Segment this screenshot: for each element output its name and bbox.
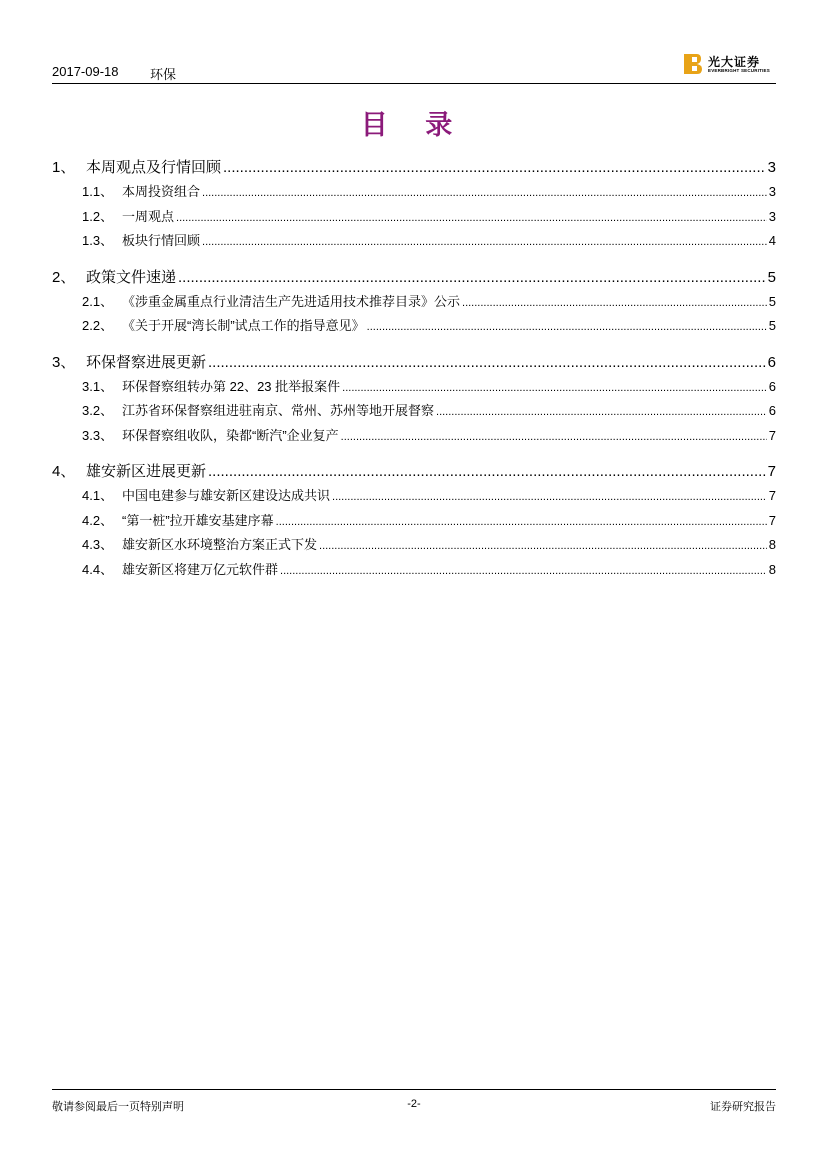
toc-entry-label: 环保督察组转办第 22、23 批举报案件 xyxy=(122,378,341,394)
toc-subsection-entry[interactable] xyxy=(52,424,776,449)
toc-leader-dots xyxy=(202,181,767,206)
report-date: 2017-09-18 xyxy=(52,64,119,79)
toc-entry-label: “第一桩”拉开雄安基建序幕 xyxy=(122,512,274,528)
footer-disclaimer: 敬请参阅最后一页特别声明 xyxy=(52,1101,184,1113)
toc-section-entry[interactable] xyxy=(52,460,776,484)
toc-subsection-entry[interactable] xyxy=(52,399,776,424)
toc-entry-label: 本周观点及行情回顾 xyxy=(86,159,222,176)
toc-entry-label: 一周观点 xyxy=(122,208,175,224)
toc-entry-number: 4、 xyxy=(52,463,76,480)
toc-leader-dots xyxy=(342,376,767,401)
toc-subsection-entry[interactable] xyxy=(52,375,776,400)
toc-section-entry[interactable] xyxy=(52,351,776,375)
toc-leader-dots xyxy=(436,400,767,425)
logo-name: 光大证券 xyxy=(708,55,761,69)
toc-subsection-entry[interactable] xyxy=(52,533,776,558)
toc-entry-page: 7 xyxy=(768,512,776,528)
page-footer xyxy=(52,1089,776,1120)
toc-leader-dots xyxy=(208,460,766,484)
toc-entry-label: 环保督察组收队，染都“断汽”企业复产 xyxy=(122,427,339,443)
toc-subsection-entry[interactable] xyxy=(52,484,776,509)
toc-entry-page: 5 xyxy=(768,293,776,309)
table-of-contents xyxy=(52,156,776,582)
toc-entry-number: 4.4、 xyxy=(82,561,114,577)
toc-leader-dots xyxy=(208,351,766,375)
toc-entry-number: 1、 xyxy=(52,159,76,176)
toc-entry-number: 3.1、 xyxy=(82,378,114,394)
report-category: 环保 xyxy=(150,67,177,82)
toc-section-entry[interactable] xyxy=(52,266,776,290)
toc-leader-dots xyxy=(280,559,767,584)
toc-entry-page: 7 xyxy=(768,427,776,443)
toc-entry-page: 5 xyxy=(768,318,776,333)
toc-entry-label: 本周投资组合 xyxy=(122,184,201,199)
toc-leader-dots xyxy=(332,485,767,510)
toc-entry-number: 3.2、 xyxy=(82,403,114,418)
page-header xyxy=(52,56,776,84)
toc-entry-number: 2.1、 xyxy=(82,293,114,309)
toc-entry-number: 1.1、 xyxy=(82,184,114,199)
toc-entry-page: 3 xyxy=(768,208,776,224)
toc-entry-number: 4.2、 xyxy=(82,512,114,528)
toc-leader-dots xyxy=(176,206,767,231)
toc-entry-page: 5 xyxy=(767,268,776,286)
toc-entry-label: 《关于开展“湾长制”试点工作的指导意见》 xyxy=(122,318,365,333)
toc-entry-page: 3 xyxy=(768,184,776,199)
toc-leader-dots xyxy=(202,230,767,255)
toc-leader-dots xyxy=(367,315,767,340)
toc-leader-dots xyxy=(223,156,766,180)
logo-mark-icon xyxy=(684,54,702,74)
toc-entry-page: 8 xyxy=(768,537,776,552)
toc-subsection-entry[interactable] xyxy=(52,205,776,230)
toc-entry-label: 雄安新区将建万亿元软件群 xyxy=(122,561,279,577)
company-logo xyxy=(684,52,776,80)
toc-entry-page: 4 xyxy=(768,233,776,248)
toc-leader-dots xyxy=(319,534,767,559)
toc-leader-dots xyxy=(178,266,766,290)
toc-entry-page: 7 xyxy=(768,488,776,503)
logo-english-name: EVERBRIGHT SECURITIES xyxy=(708,68,770,73)
toc-leader-dots xyxy=(276,510,767,535)
toc-entry-label: 政策文件速递 xyxy=(86,268,177,286)
toc-entry-page: 6 xyxy=(767,353,776,371)
toc-entry-page: 3 xyxy=(767,159,776,176)
page-number: -2- xyxy=(407,1098,421,1110)
toc-entry-number: 1.3、 xyxy=(82,233,114,248)
toc-subsection-entry[interactable] xyxy=(52,314,776,339)
toc-subsection-entry[interactable] xyxy=(52,290,776,315)
toc-entry-number: 3.3、 xyxy=(82,427,114,443)
toc-entry-number: 3、 xyxy=(52,353,76,371)
toc-entry-label: 中国电建参与雄安新区建设达成共识 xyxy=(122,488,331,503)
toc-entry-number: 4.1、 xyxy=(82,488,114,503)
toc-subsection-entry[interactable] xyxy=(52,509,776,534)
toc-entry-number: 1.2、 xyxy=(82,208,114,224)
toc-entry-page: 8 xyxy=(768,561,776,577)
toc-subsection-entry[interactable] xyxy=(52,558,776,583)
toc-entry-number: 2.2、 xyxy=(82,318,114,333)
toc-entry-label: 江苏省环保督察组进驻南京、常州、苏州等地开展督察 xyxy=(122,403,435,418)
toc-entry-label: 环保督察进展更新 xyxy=(86,353,207,371)
toc-section-entry[interactable] xyxy=(52,156,776,180)
toc-title: 目 录 xyxy=(360,110,467,141)
toc-entry-label: 板块行情回顾 xyxy=(122,233,201,248)
toc-subsection-entry[interactable] xyxy=(52,180,776,205)
toc-entry-label: 雄安新区水环境整治方案正式下发 xyxy=(122,537,318,552)
toc-entry-label: 《涉重金属重点行业清洁生产先进适用技术推荐目录》公示 xyxy=(122,293,461,309)
footer-report-type: 证券研究报告 xyxy=(710,1101,776,1113)
toc-subsection-entry[interactable] xyxy=(52,229,776,254)
toc-entry-page: 6 xyxy=(768,403,776,418)
toc-leader-dots xyxy=(341,425,767,450)
toc-entry-page: 7 xyxy=(767,463,776,480)
toc-entry-page: 6 xyxy=(768,378,776,394)
toc-entry-number: 4.3、 xyxy=(82,537,114,552)
toc-entry-number: 2、 xyxy=(52,268,76,286)
toc-leader-dots xyxy=(462,291,767,316)
toc-entry-label: 雄安新区进展更新 xyxy=(86,463,207,480)
